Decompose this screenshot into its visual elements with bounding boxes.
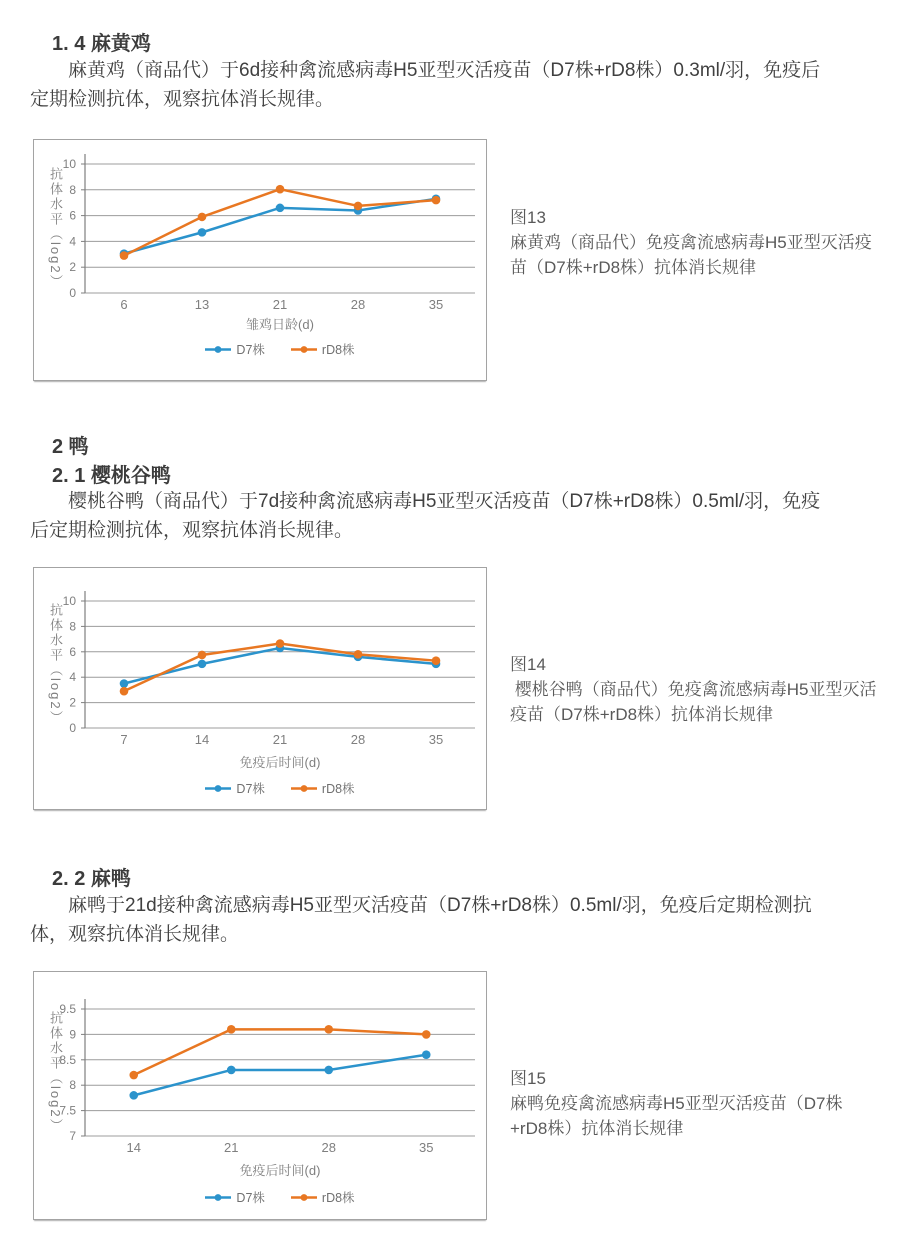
legend-item <box>291 779 355 797</box>
figure-13-legend <box>75 340 485 358</box>
figure-13-caption <box>510 205 892 280</box>
section-2-2-paragraph <box>30 891 812 949</box>
svg-text:7.5: 7.5 <box>59 1103 76 1118</box>
legend-item <box>205 340 264 358</box>
svg-text:21: 21 <box>272 732 288 747</box>
svg-text:8: 8 <box>69 619 76 634</box>
svg-text:0: 0 <box>69 286 76 300</box>
svg-text:21: 21 <box>272 297 288 312</box>
svg-text:免疫后时间(d): 免疫后时间(d) <box>239 1163 321 1178</box>
legend-marker-icon <box>291 784 317 793</box>
legend-marker-icon <box>205 345 231 354</box>
svg-text:4: 4 <box>69 234 76 249</box>
legend-label: rD8株 <box>321 343 355 357</box>
svg-text:8: 8 <box>69 1078 76 1093</box>
svg-text:10: 10 <box>62 594 76 608</box>
section-1-4-paragraph <box>30 56 820 114</box>
svg-text:35: 35 <box>428 732 444 747</box>
paragraph-line: 体，观察抗体消长规律。 <box>30 924 240 945</box>
figure-15-legend <box>75 1188 485 1206</box>
paragraph-line: 樱桃谷鸭（商品代）于7d接种禽流感病毒H5亚型灭活疫苗（D7株+rD8株）0.5ml/羽，免疫 <box>68 491 821 512</box>
legend-label: rD8株 <box>321 1191 355 1205</box>
figure-14-legend <box>75 779 485 797</box>
legend-item <box>205 1188 264 1206</box>
caption-line: 麻黄鸡（商品代）免疫禽流感病毒H5亚型灭活疫 <box>510 233 872 252</box>
figure-label: 图14 <box>510 655 546 674</box>
caption-line: +rD8株）抗体消长规律 <box>510 1119 684 1138</box>
svg-text:6: 6 <box>120 297 128 312</box>
svg-text:2: 2 <box>69 260 76 275</box>
y-axis-title: 抗体水平（log2） <box>48 167 63 290</box>
figure-15-line-chart-svg <box>34 972 486 1219</box>
legend-marker-icon <box>205 1193 231 1202</box>
svg-text:28: 28 <box>350 732 366 747</box>
section-2-heading: 2 鸭 <box>52 436 89 458</box>
figure-14-caption <box>510 652 892 727</box>
legend-label: D7株 <box>236 782 265 796</box>
legend-label: D7株 <box>236 1191 265 1205</box>
legend-marker-icon <box>291 1193 317 1202</box>
svg-text:4: 4 <box>69 670 76 685</box>
svg-text:21: 21 <box>224 1140 239 1155</box>
svg-text:8.5: 8.5 <box>59 1052 76 1067</box>
paragraph-line: 定期检测抗体，观察抗体消长规律。 <box>30 89 335 110</box>
figure-14-line-chart-svg <box>34 568 486 809</box>
caption-line: 樱桃谷鸭（商品代）免疫禽流感病毒H5亚型灭活 <box>510 680 877 699</box>
svg-text:13: 13 <box>194 297 210 312</box>
svg-text:7: 7 <box>69 1129 76 1143</box>
svg-text:6: 6 <box>69 208 76 223</box>
figure-14-chart <box>33 567 487 810</box>
legend-marker-icon <box>205 784 231 793</box>
section-2-1-paragraph <box>30 487 820 545</box>
legend-item <box>291 340 355 358</box>
svg-text:10: 10 <box>62 157 76 171</box>
svg-text:35: 35 <box>419 1140 434 1155</box>
svg-text:14: 14 <box>194 732 210 747</box>
svg-text:0: 0 <box>69 721 76 735</box>
caption-line: 苗（D7株+rD8株）抗体消长规律 <box>510 258 757 277</box>
figure-15-caption <box>510 1066 892 1141</box>
caption-line: 疫苗（D7株+rD8株）抗体消长规律 <box>510 705 774 724</box>
figure-13-chart <box>33 139 487 381</box>
legend-label: rD8株 <box>321 782 355 796</box>
svg-text:14: 14 <box>126 1140 141 1155</box>
figure-15-chart <box>33 971 487 1220</box>
svg-text:雏鸡日龄(d): 雏鸡日龄(d) <box>246 317 314 332</box>
paragraph-line: 后定期检测抗体，观察抗体消长规律。 <box>30 520 354 541</box>
section-2-1-heading: 2. 1 樱桃谷鸭 <box>52 465 171 487</box>
y-axis-title: 抗体水平（log2） <box>48 603 63 726</box>
legend-marker-icon <box>291 345 317 354</box>
svg-text:35: 35 <box>428 297 444 312</box>
legend-label: D7株 <box>236 343 265 357</box>
figure-label: 图15 <box>510 1069 546 1088</box>
section-2-2-heading: 2. 2 麻鸭 <box>52 868 131 890</box>
svg-text:28: 28 <box>321 1140 336 1155</box>
svg-text:28: 28 <box>350 297 366 312</box>
paragraph-line: 麻黄鸡（商品代）于6d接种禽流感病毒H5亚型灭活疫苗（D7株+rD8株）0.3ml/羽，免疫后 <box>68 60 821 81</box>
paragraph-line: 麻鸭于21d接种禽流感病毒H5亚型灭活疫苗（D7株+rD8株）0.5ml/羽，免疫后定期检测抗 <box>68 895 812 916</box>
svg-text:免疫后时间(d): 免疫后时间(d) <box>239 755 321 770</box>
legend-item <box>205 779 264 797</box>
svg-text:8: 8 <box>69 182 76 197</box>
svg-text:9.5: 9.5 <box>59 1002 76 1016</box>
figure-label: 图13 <box>510 208 546 227</box>
legend-item <box>291 1188 355 1206</box>
caption-line: 麻鸭免疫禽流感病毒H5亚型灭活疫苗（D7株 <box>510 1094 843 1113</box>
y-axis-title: 抗体水平（log2） <box>48 1011 63 1134</box>
svg-text:7: 7 <box>120 732 128 747</box>
svg-text:6: 6 <box>69 644 76 659</box>
svg-text:2: 2 <box>69 695 76 710</box>
section-1-4-heading: 1. 4 麻黄鸡 <box>52 33 151 55</box>
svg-text:9: 9 <box>69 1027 76 1042</box>
